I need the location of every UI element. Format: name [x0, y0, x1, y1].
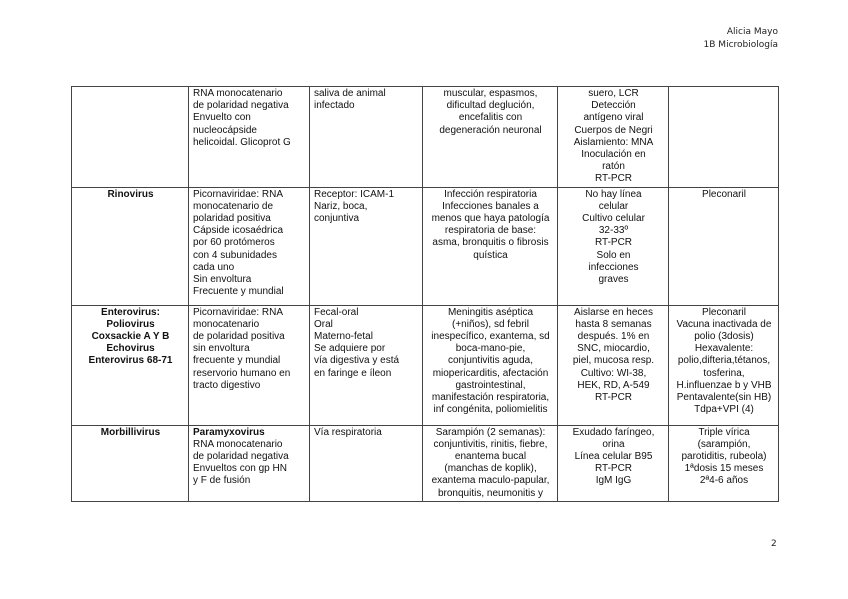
cell-line: de polaridad positiva	[193, 331, 285, 343]
cell-line: Frecuente y mundial	[193, 286, 284, 298]
cell-line: piel, mucosa resp.	[572, 355, 655, 367]
cell-line: con 4 subunidades	[193, 249, 277, 261]
cell-line: Exudado faríngeo,	[572, 426, 655, 438]
cell-line: No hay línea	[585, 188, 642, 200]
cell-line: 2ª4-6 años	[699, 475, 749, 487]
cell-line: RT-PCR	[594, 173, 633, 185]
cell-line: SNC, miocardio,	[577, 343, 650, 355]
cell-line: Cuerpos de Negri	[574, 124, 653, 136]
cell-family	[189, 305, 310, 425]
cell-line: parotiditis, rubeola)	[681, 451, 767, 463]
cell-diagnosis	[558, 187, 669, 305]
cell-virus-name	[72, 425, 189, 501]
cell-line: Infección respiratoria	[444, 188, 537, 200]
cell-virus-name	[72, 187, 189, 305]
cell-line: asma, bronquitis o fibrosis	[432, 237, 549, 249]
cell-line: graves	[598, 274, 629, 286]
cell-line: sin envoltura	[193, 343, 250, 355]
cell-line: conjuntivitis aguda,	[447, 355, 534, 367]
cell-line: respiratoria de base:	[444, 225, 537, 237]
cell-line: quística	[473, 249, 508, 261]
cell-line: Hexavalente:	[694, 343, 754, 355]
cell-line: conjuntiva	[314, 213, 360, 225]
cell-line: (sarampión,	[697, 438, 751, 450]
cell-line: Picornaviridae: RNA	[193, 306, 284, 318]
cell-line: RT-PCR	[594, 237, 633, 249]
cell-line: suero, LCR	[588, 88, 639, 99]
cell-diagnosis	[558, 87, 669, 188]
cell-line: Enterovirus 68-71	[88, 355, 173, 367]
cell-line: HEK, RD, A-549	[577, 379, 650, 391]
cell-line: celular	[598, 200, 629, 212]
virus-table	[71, 86, 779, 502]
cell-line: en faringe e íleon	[314, 367, 392, 379]
cell-line: Meningitis aséptica	[447, 306, 534, 318]
cell-line: Aislarse en heces	[574, 306, 653, 318]
cell-line: y F de fusión	[193, 475, 251, 487]
cell-line: polio,difteria,tétanos,	[677, 355, 771, 367]
cell-line: miopericarditis, afectación	[432, 367, 549, 379]
page-header	[704, 26, 778, 52]
cell-line: Triple vírica	[698, 426, 750, 438]
cell-line: Inoculación en	[581, 149, 646, 161]
page-number: 2	[771, 539, 777, 549]
cell-line: reservorio humano en	[193, 367, 291, 379]
cell-line: Aislamiento: MNA	[573, 136, 654, 148]
cell-line: Línea celular B95	[574, 451, 653, 463]
cell-line: gastrointestinal,	[455, 379, 526, 391]
cell-line: tracto digestivo	[193, 379, 261, 391]
cell-line: orina	[602, 438, 625, 450]
cell-line: Nariz, boca,	[314, 200, 368, 212]
cell-treatment	[669, 87, 779, 188]
cell-line: Pleconaril	[702, 188, 746, 200]
cell-line: inespecífico, exantema, sd	[431, 331, 550, 343]
cell-transmission	[310, 187, 423, 305]
table-row	[72, 87, 779, 188]
cell-line: Coxsackie A Y B	[91, 331, 170, 343]
cell-line: Cultivo celular	[582, 213, 645, 225]
cell-virus-name	[72, 87, 189, 188]
header-course: 1B Microbiología	[703, 40, 778, 50]
cell-line: cada uno	[193, 261, 235, 273]
cell-line: Oral	[314, 318, 333, 330]
cell-line: Se adquiere por	[314, 343, 386, 355]
cell-line: hasta 8 semanas	[575, 318, 652, 330]
cell-line: (manchas de koplik),	[444, 463, 537, 475]
cell-transmission	[310, 425, 423, 501]
cell-virus-name	[72, 305, 189, 425]
cell-diagnosis	[558, 305, 669, 425]
cell-line: de polaridad negativa	[193, 451, 289, 463]
cell-line: monocatenario	[193, 318, 260, 330]
cell-clinical	[423, 187, 558, 305]
cell-line: Cultivo: WI-38,	[580, 367, 647, 379]
cell-line: Tdpa+VPI (4)	[694, 404, 754, 416]
cell-line: Vía respiratoria	[314, 426, 382, 438]
cell-line: Vacuna inactivada de	[676, 318, 772, 330]
table-row	[72, 187, 779, 305]
cell-line: Enterovirus:	[101, 306, 160, 318]
cell-line: Sin envoltura	[193, 274, 252, 286]
cell-line: Pleconaril	[702, 306, 746, 318]
cell-treatment	[669, 187, 779, 305]
cell-diagnosis	[558, 425, 669, 501]
cell-line: RT-PCR	[594, 463, 633, 475]
cell-line: dificultad deglución,	[446, 100, 535, 112]
cell-line: Picornaviridae: RNA	[193, 188, 284, 200]
cell-line: enantema bucal	[454, 451, 527, 463]
cell-line: Echovirus	[106, 343, 155, 355]
cell-line: polaridad positiva	[193, 213, 271, 225]
cell-line: RT-PCR	[594, 392, 633, 404]
cell-line: Morbillivirus	[100, 426, 161, 438]
cell-line: saliva de animal	[314, 88, 386, 99]
cell-line: Pentavalente(sin HB)	[676, 392, 772, 404]
cell-family	[189, 187, 310, 305]
header-author: Alicia Mayo	[726, 27, 778, 37]
virus-table-body	[72, 87, 779, 502]
cell-line: polio (3dosis)	[694, 331, 754, 343]
cell-line: antígeno viral	[583, 112, 644, 124]
cell-line: vía digestiva y está	[314, 355, 400, 367]
cell-line: Infecciones banales a	[442, 200, 539, 212]
cell-line: H.influenzae b y VHB	[676, 379, 772, 391]
cell-line: Rinovirus	[107, 188, 154, 200]
cell-line: Sarampión (2 semanas):	[435, 426, 546, 438]
cell-line: RNA monocatenario	[193, 438, 283, 450]
cell-line: Detección	[591, 100, 636, 112]
cell-line: ratón	[602, 161, 625, 173]
cell-treatment	[669, 305, 779, 425]
cell-line: IgM IgG	[595, 475, 632, 487]
cell-line: conjuntivitis, rinitis, fiebre,	[433, 438, 548, 450]
cell-transmission	[310, 87, 423, 188]
cell-line: por 60 protómeros	[193, 237, 275, 249]
family-title: Paramyxovirus	[193, 426, 265, 438]
table-row	[72, 305, 779, 425]
cell-line: Materno-fetal	[314, 331, 373, 343]
cell-line: Fecal-oral	[314, 306, 359, 318]
cell-line: RNA monocatenario	[193, 88, 283, 99]
cell-line: Cápside icosaédrica	[193, 225, 284, 237]
cell-treatment	[669, 425, 779, 501]
cell-line: de polaridad negativa	[193, 100, 289, 112]
cell-line: Envuelto con	[193, 112, 251, 124]
cell-line: (+niños), sd febril	[452, 318, 529, 330]
cell-line: 32-33º	[598, 225, 629, 237]
cell-line: degeneración neuronal	[439, 124, 542, 136]
cell-line: inf congénita, poliomielitis	[433, 404, 548, 416]
cell-clinical	[423, 87, 558, 188]
cell-transmission	[310, 305, 423, 425]
cell-family	[189, 425, 310, 501]
cell-clinical	[423, 425, 558, 501]
cell-line: bronquitis, neumonitis y	[437, 487, 544, 499]
cell-line: Poliovirus	[106, 318, 155, 330]
cell-line: muscular, espasmos,	[443, 88, 538, 99]
cell-line: menos que haya patología	[431, 213, 550, 225]
cell-line: Solo en	[596, 249, 631, 261]
cell-family	[189, 87, 310, 188]
cell-line: monocatenario de	[193, 200, 274, 212]
cell-clinical	[423, 305, 558, 425]
cell-line: infecciones	[588, 261, 639, 273]
cell-line: encefalitis con	[458, 112, 523, 124]
cell-line: Receptor: ICAM-1	[314, 188, 395, 200]
cell-line: boca-mano-pie,	[455, 343, 526, 355]
cell-line: exantema maculo-papular,	[431, 475, 550, 487]
cell-line: tosferina,	[703, 367, 745, 379]
cell-line: después. 1% en	[577, 331, 650, 343]
cell-line: nucleocápside	[193, 124, 257, 136]
cell-line: 1ªdosis 15 meses	[684, 463, 764, 475]
table-row	[72, 425, 779, 501]
cell-line: Envueltos con gp HN	[193, 463, 287, 475]
cell-line: helicoidal. Glicoprot G	[193, 136, 291, 148]
cell-line: infectado	[314, 100, 355, 112]
cell-line: manifestación respiratoria,	[431, 392, 550, 404]
cell-line: frecuente y mundial	[193, 355, 281, 367]
